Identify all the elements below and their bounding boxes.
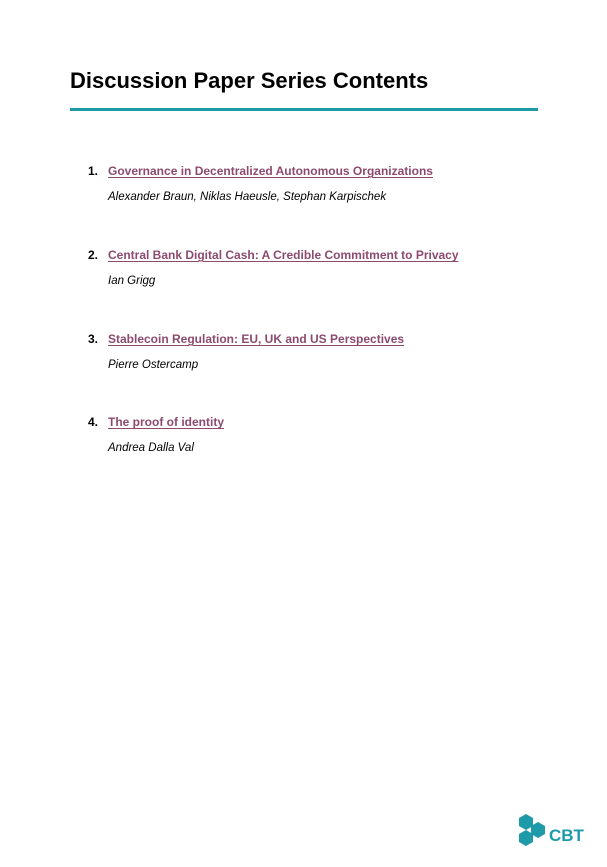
entry-authors: Andrea Dalla Val bbox=[108, 442, 194, 454]
entry-number: 3. bbox=[88, 332, 99, 346]
entry-authors: Alexander Braun, Niklas Haeusle, Stephan Karpischek bbox=[108, 191, 387, 203]
entry-number: 2. bbox=[88, 248, 99, 262]
entry-authors: Ian Grigg bbox=[108, 275, 156, 287]
hexagon-shape bbox=[531, 822, 545, 838]
entry-title-link[interactable]: Governance in Decentralized Autonomous Organizations bbox=[108, 164, 433, 178]
contents-entry bbox=[88, 415, 558, 454]
contents-entry bbox=[88, 332, 558, 371]
entry-line bbox=[88, 415, 558, 429]
entry-number: 1. bbox=[88, 164, 99, 178]
hexagon-shape bbox=[519, 830, 533, 846]
entry-line bbox=[88, 332, 558, 346]
logo-text: CBT bbox=[549, 826, 584, 845]
hexagon-shape bbox=[519, 814, 533, 830]
contents-entry bbox=[88, 248, 558, 287]
entry-line bbox=[88, 164, 558, 178]
entry-title-link[interactable]: Central Bank Digital Cash: A Credible Commitment to Privacy bbox=[108, 248, 459, 262]
entry-title-link[interactable]: Stablecoin Regulation: EU, UK and US Perspectives bbox=[108, 332, 405, 346]
entry-title-link[interactable]: The proof of identity bbox=[108, 415, 224, 429]
cbt-logo bbox=[516, 812, 596, 852]
entry-line bbox=[88, 248, 558, 262]
page-title: Discussion Paper Series Contents bbox=[70, 68, 429, 93]
contents-entry bbox=[88, 164, 558, 203]
entry-authors: Pierre Ostercamp bbox=[108, 359, 199, 371]
entry-number: 4. bbox=[88, 415, 99, 429]
title-rule bbox=[70, 108, 538, 111]
